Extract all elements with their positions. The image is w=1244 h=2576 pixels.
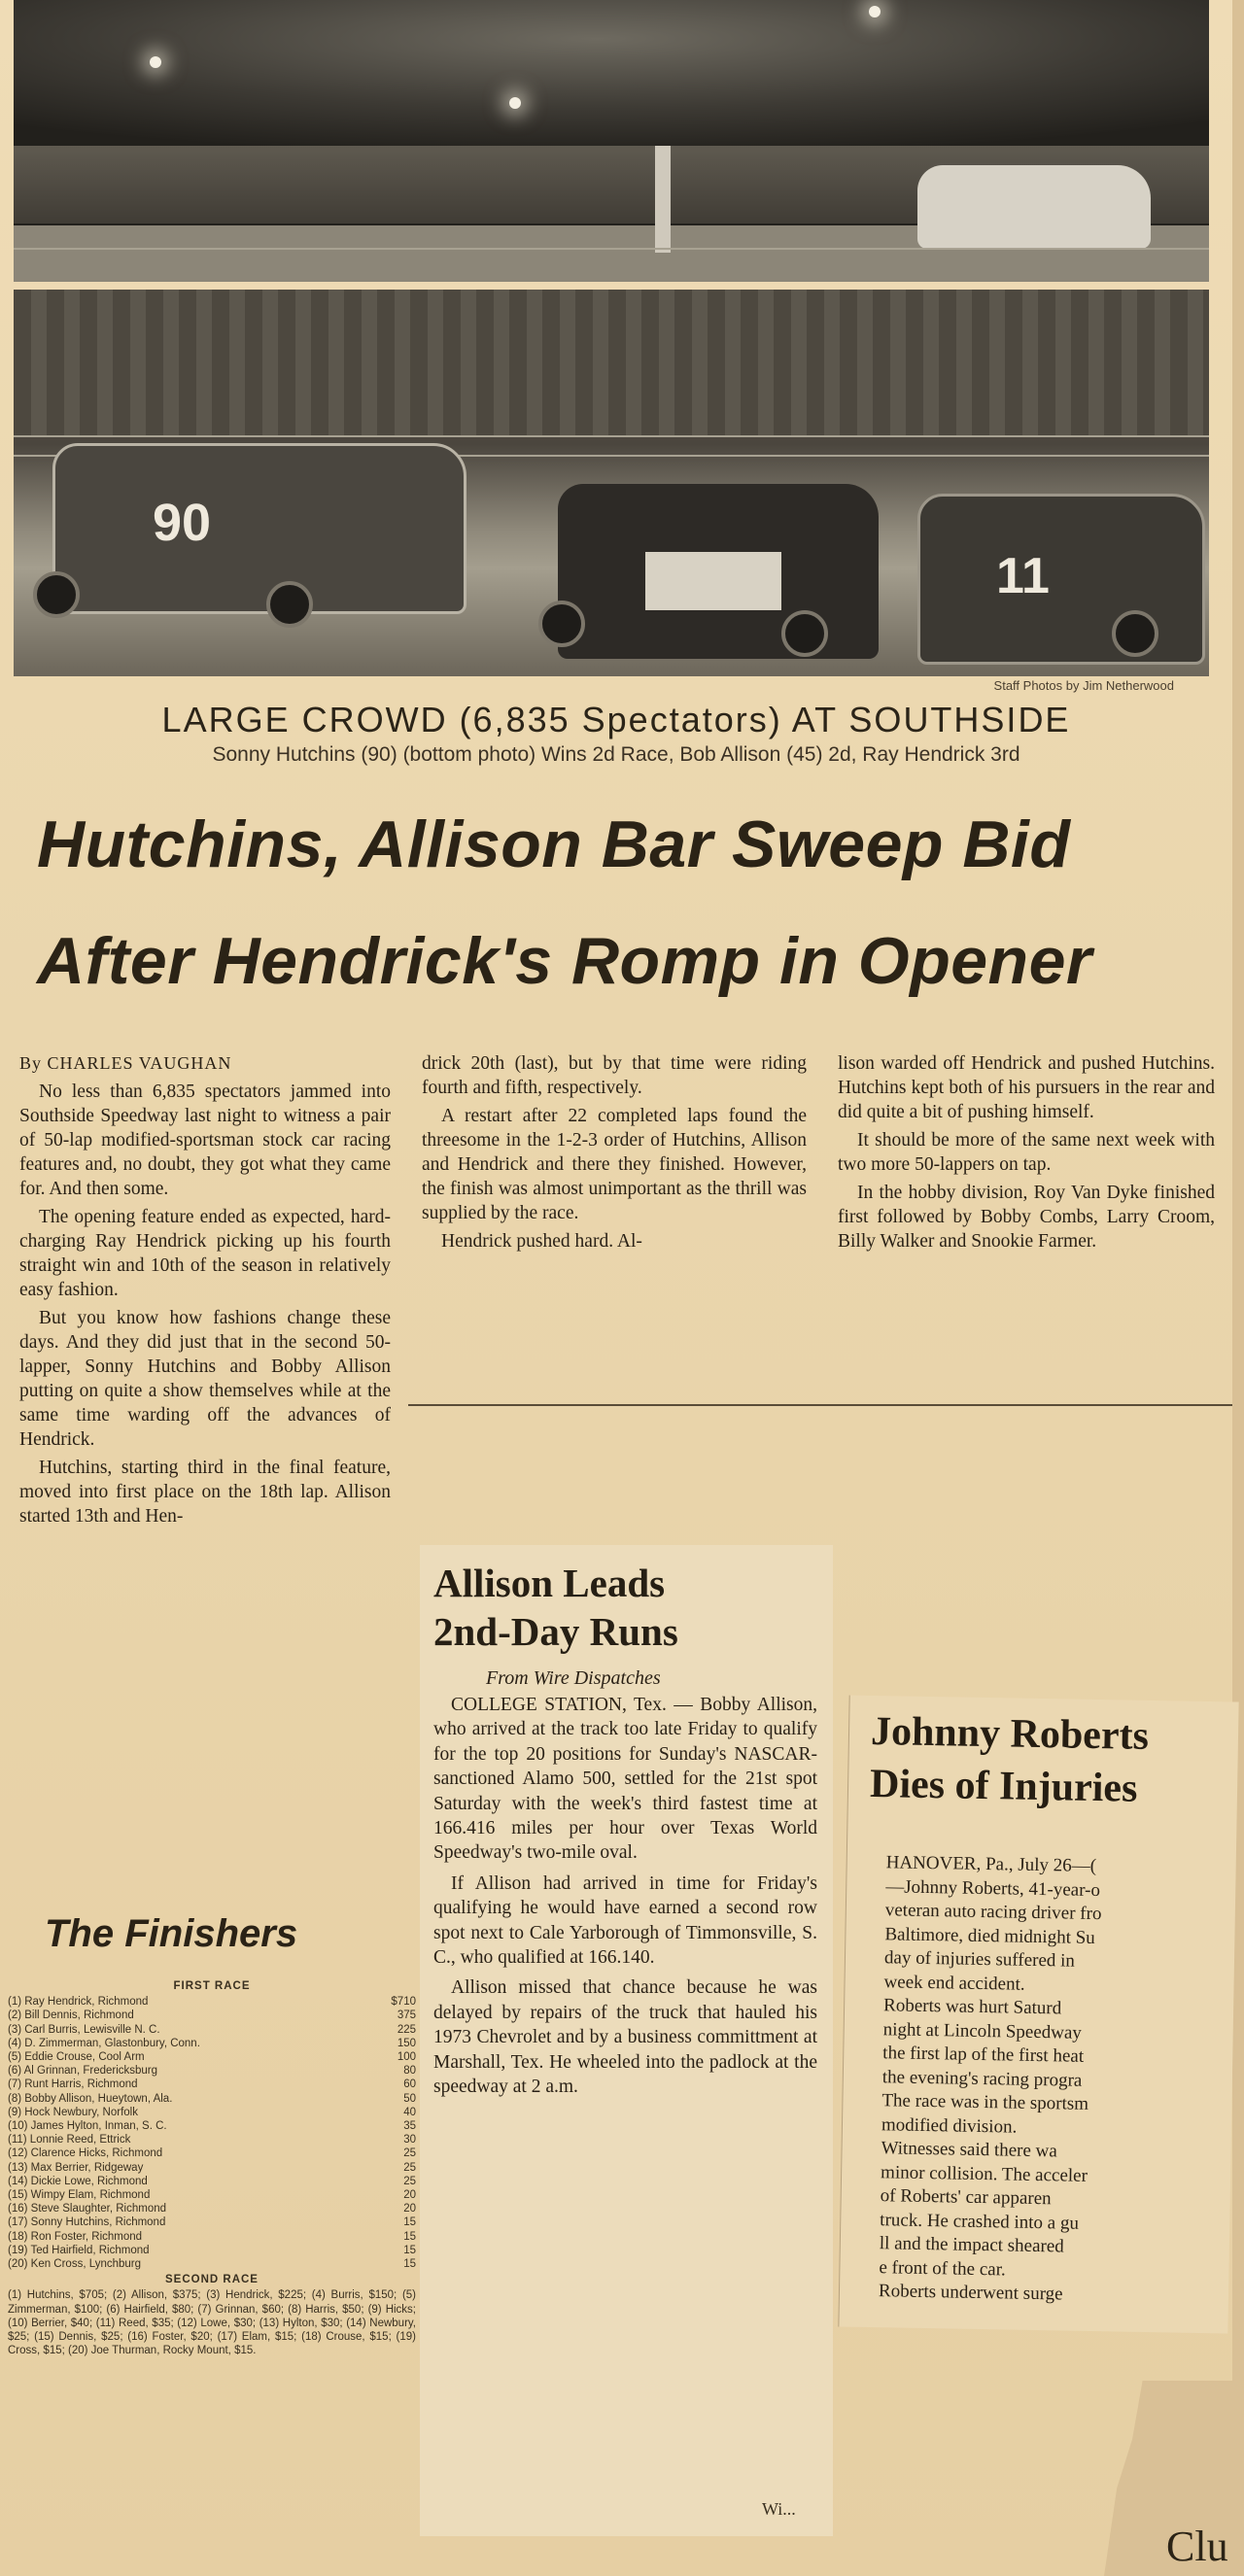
result-purse: 15 bbox=[403, 2216, 416, 2229]
stadium-light bbox=[150, 56, 161, 68]
result-purse: 80 bbox=[403, 2065, 416, 2078]
result-entry: (5) Eddie Crouse, Cool Arm bbox=[8, 2051, 145, 2064]
roberts-headline bbox=[870, 1705, 1150, 1815]
finishers-title: The Finishers bbox=[45, 1912, 298, 1955]
result-row bbox=[8, 2244, 416, 2257]
story-column-3 bbox=[838, 1051, 1215, 1257]
result-purse: 25 bbox=[403, 2147, 416, 2160]
cut-off-headline: Clu bbox=[1166, 2523, 1228, 2570]
result-purse: 15 bbox=[403, 2258, 416, 2271]
result-purse: 15 bbox=[403, 2244, 416, 2256]
paragraph: The opening feature ended as expected, hard-charging Ray Hendrick picking up his fourth straight win and 10th of the season in relatively easy fashion. bbox=[19, 1207, 391, 1300]
allison-clipping bbox=[420, 1545, 833, 2536]
paragraph: In the hobby division, Roy Van Dyke finished first followed by Bobby Combs, Larry Croom, Billy Walker and Snookie Farmer. bbox=[838, 1183, 1215, 1252]
headline-line: Allison Leads bbox=[433, 1561, 666, 1605]
stadium-light bbox=[509, 97, 521, 109]
result-row bbox=[8, 2133, 416, 2147]
story-line: the evening's racing progra bbox=[881, 2066, 1083, 2091]
story-line: minor collision. The acceler bbox=[880, 2161, 1088, 2186]
track-fence bbox=[14, 435, 1209, 437]
paragraph: But you know how fashions change these days. And they did just that in the second 50-lapper, Sonny Hutchins and Bobby Allison putting on quite a show themselves while at the same time warding off the advances of Hendrick. bbox=[19, 1308, 391, 1450]
race-car-11 bbox=[917, 494, 1205, 665]
story-column-1 bbox=[19, 1051, 391, 1532]
result-row bbox=[8, 2119, 416, 2133]
result-purse: 50 bbox=[403, 2092, 416, 2105]
wheel bbox=[781, 610, 828, 657]
result-entry: (11) Lonnie Reed, Ettrick bbox=[8, 2134, 131, 2147]
roberts-clipping bbox=[838, 1696, 1238, 2334]
roberts-body bbox=[879, 1851, 1236, 2310]
headline-line: Johnny Roberts bbox=[870, 1708, 1150, 1759]
result-entry: (3) Carl Burris, Lewisville N. C. bbox=[8, 2023, 160, 2036]
story-line: Roberts was hurt Saturd bbox=[882, 1995, 1062, 2019]
result-entry: (10) James Hylton, Inman, S. C. bbox=[8, 2120, 167, 2133]
car-number: 11 bbox=[996, 548, 1050, 604]
paragraph: lison warded off Hendrick and pushed Hutchins. Hutchins kept both of his pursuers in the rear and did quite a bit of pushing himself. bbox=[838, 1053, 1215, 1122]
result-entry: (13) Max Berrier, Ridgeway bbox=[8, 2161, 144, 2174]
result-entry: (8) Bobby Allison, Hueytown, Ala. bbox=[8, 2092, 173, 2105]
second-race-label: SECOND RACE bbox=[165, 2274, 259, 2286]
paragraph: Hendrick pushed hard. Al- bbox=[441, 1231, 642, 1252]
result-purse: 100 bbox=[397, 2051, 416, 2064]
result-entry: (16) Steve Slaughter, Richmond bbox=[8, 2203, 167, 2215]
result-purse: 20 bbox=[403, 2203, 416, 2215]
result-row bbox=[8, 2188, 416, 2202]
wheel bbox=[33, 571, 80, 618]
result-entry: (19) Ted Hairfield, Richmond bbox=[8, 2244, 150, 2256]
story-line: —Johnny Roberts, 41-year-o bbox=[885, 1875, 1101, 1901]
paragraph: It should be more of the same next week with two more 50-lappers on tap. bbox=[838, 1130, 1215, 1175]
byline: By CHARLES VAUGHAN bbox=[19, 1053, 232, 1073]
photo-credit: Staff Photos by Jim Netherwood bbox=[993, 678, 1174, 693]
result-row bbox=[8, 2009, 416, 2022]
result-entry: (15) Wimpy Elam, Richmond bbox=[8, 2189, 151, 2202]
story-line: Roberts underwent surge bbox=[878, 2281, 1063, 2305]
result-row bbox=[8, 2202, 416, 2215]
headline-line-2: After Hendrick's Romp in Opener bbox=[37, 924, 1092, 998]
paragraph: COLLEGE STATION, Tex. — Bobby Allison, who arrived at the track too late Friday to qualify for the top 20 positions for Sunday's NASCAR-sanctioned Alamo 500, settled for the 21st spot Saturday with the week's third fastest time at 166.416 miles per hour over Texas World Speedway's two-mile oval. bbox=[433, 1695, 817, 1864]
race-cars-photo bbox=[14, 290, 1209, 676]
headline-line-1: Hutchins, Allison Bar Sweep Bid bbox=[37, 807, 1071, 881]
result-row bbox=[8, 2257, 416, 2271]
photo-caption-headline: LARGE CROWD (6,835 Spectators) AT SOUTHSIDE bbox=[161, 700, 1071, 739]
result-purse: 15 bbox=[403, 2230, 416, 2243]
story-line: truck. He crashed into a gu bbox=[880, 2209, 1080, 2234]
result-purse: 20 bbox=[403, 2189, 416, 2202]
result-purse: 25 bbox=[403, 2161, 416, 2174]
result-entry: (9) Hock Newbury, Norfolk bbox=[8, 2106, 138, 2118]
result-row bbox=[8, 2230, 416, 2244]
result-row bbox=[8, 2023, 416, 2037]
second-race-results: (1) Hutchins, $705; (2) Allison, $375; (3) Hendrick, $225; (4) Burris, $150; (5) Zimmerman, $100; (6) Hairfield, $80; (7) Grinnan, $60; (8) Harris, $50; (9) Hicks; (10) Berrier, $40; (11) Reed, $35; (12) Lowe, $30; (13) Hylton, $30; (14) Newbury, $25; (15) Dennis, $25; (16) Foster, $20; (17) Elam, $15; (18) Crouse, $15; (19) Cross, $15; (20) Joe Thurman, Rocky Mount, $15. bbox=[8, 2289, 416, 2357]
result-row bbox=[8, 2064, 416, 2078]
result-entry: (14) Dickie Lowe, Richmond bbox=[8, 2175, 148, 2187]
result-row bbox=[8, 2092, 416, 2106]
result-purse: 40 bbox=[403, 2106, 416, 2118]
paragraph: A restart after 22 completed laps found the threesome in the 1-2-3 order of Hutchins, Allison and Hendrick and there they finished. However, the finish was almost unimportant as the thrill was supplied by the race. bbox=[422, 1106, 807, 1223]
car-number: 90 bbox=[153, 494, 212, 552]
result-purse: 30 bbox=[403, 2134, 416, 2147]
result-row bbox=[8, 2161, 416, 2175]
story-line: night at Lincoln Speedway bbox=[882, 2018, 1083, 2044]
allison-body bbox=[433, 1693, 817, 2106]
grandstand-crowd bbox=[14, 290, 1209, 435]
story-line: e front of the car. bbox=[879, 2256, 1006, 2280]
result-row bbox=[8, 2215, 416, 2229]
result-purse: 25 bbox=[403, 2175, 416, 2187]
result-entry: (6) Al Grinnan, Fredericksburg bbox=[8, 2065, 158, 2078]
result-entry: (1) Ray Hendrick, Richmond bbox=[8, 1996, 149, 2009]
wheel bbox=[266, 581, 313, 628]
result-row bbox=[8, 2106, 416, 2119]
result-entry: (18) Ron Foster, Richmond bbox=[8, 2230, 143, 2243]
story-line: HANOVER, Pa., July 26—( bbox=[885, 1852, 1097, 1877]
race-car-white bbox=[917, 165, 1151, 249]
paragraph: drick 20th (last), but by that time were riding fourth and fifth, respectively. bbox=[422, 1053, 807, 1098]
story-line: veteran auto racing driver fro bbox=[884, 1900, 1102, 1925]
wire-source: From Wire Dispatches bbox=[486, 1667, 661, 1689]
story-line: Witnesses said there wa bbox=[881, 2138, 1057, 2162]
headline-line: Dies of Injuries bbox=[869, 1761, 1138, 1811]
story-line: week end accident. bbox=[883, 1971, 1025, 1995]
result-row bbox=[8, 2050, 416, 2064]
race-car-45 bbox=[558, 484, 879, 659]
result-entry: (20) Ken Cross, Lynchburg bbox=[8, 2258, 142, 2271]
result-row bbox=[8, 2147, 416, 2160]
allison-headline bbox=[433, 1559, 678, 1656]
race-car-90 bbox=[52, 443, 466, 614]
result-purse: 225 bbox=[397, 2023, 416, 2036]
story-line: Baltimore, died midnight Su bbox=[884, 1923, 1095, 1948]
paragraph: If Allison had arrived in time for Friday's qualifying he would have earned a second row spot next to Cale Yarborough of Timmonsville, S. C., who qualified at 166.140. bbox=[433, 1872, 817, 1969]
result-purse: 150 bbox=[397, 2037, 416, 2049]
story-line: the first lap of the first heat bbox=[882, 2043, 1085, 2067]
finishers-results bbox=[8, 1977, 416, 2357]
headline-line: 2nd-Day Runs bbox=[433, 1609, 678, 1654]
result-row bbox=[8, 2078, 416, 2091]
paragraph: Hutchins, starting third in the final feature, moved into first place on the 18th lap. Allison started 13th and Hen- bbox=[19, 1458, 391, 1527]
result-purse: 60 bbox=[403, 2078, 416, 2091]
track-fence bbox=[14, 248, 1209, 250]
flagman bbox=[655, 146, 671, 253]
story-line: modified division. bbox=[881, 2113, 1018, 2138]
windshield-glare bbox=[645, 552, 781, 610]
result-row bbox=[8, 1995, 416, 2009]
result-purse: 35 bbox=[403, 2120, 416, 2133]
torn-fragment-text: Wi... bbox=[762, 2499, 796, 2519]
result-purse: $710 bbox=[391, 1996, 416, 2009]
story-line: ll and the impact sheared bbox=[879, 2233, 1064, 2257]
result-row bbox=[8, 2037, 416, 2050]
result-entry: (4) D. Zimmerman, Glastonbury, Conn. bbox=[8, 2037, 200, 2049]
result-entry: (2) Bill Dennis, Richmond bbox=[8, 2009, 134, 2022]
column-rule bbox=[408, 1404, 1232, 1406]
result-row bbox=[8, 2175, 416, 2188]
story-column-2 bbox=[422, 1051, 807, 1257]
result-entry: (7) Runt Harris, Richmond bbox=[8, 2078, 138, 2091]
first-race-list bbox=[8, 1995, 416, 2271]
story-line: day of injuries suffered in bbox=[883, 1947, 1076, 1972]
wheel bbox=[1112, 610, 1158, 657]
result-entry: (17) Sonny Hutchins, Richmond bbox=[8, 2216, 166, 2229]
stadium-light bbox=[869, 6, 881, 17]
photo-caption-subline: Sonny Hutchins (90) (bottom photo) Wins 2d Race, Bob Allison (45) 2d, Ray Hendrick 3rd bbox=[212, 743, 1020, 766]
story-line: of Roberts' car apparen bbox=[880, 2185, 1052, 2210]
paragraph: No less than 6,835 spectators jammed into Southside Speedway last night to witness a pair of 50-lap modified-sportsman stock car racing features and, no doubt, they got what they came for. And then some. bbox=[19, 1082, 391, 1199]
crowd-photo bbox=[14, 0, 1209, 282]
story-line: The race was in the sportsm bbox=[881, 2090, 1089, 2114]
result-entry: (12) Clarence Hicks, Richmond bbox=[8, 2147, 163, 2160]
result-purse: 375 bbox=[397, 2009, 416, 2022]
paragraph: Allison missed that chance because he was delayed by repairs of the truck that hauled his 1973 Chevrolet and by a business committment at Marshall, Tex. He wheeled into the padlock at the speedway at 2 a.m. bbox=[433, 1977, 817, 2098]
first-race-label: FIRST RACE bbox=[173, 1980, 251, 1992]
wheel bbox=[538, 601, 585, 647]
